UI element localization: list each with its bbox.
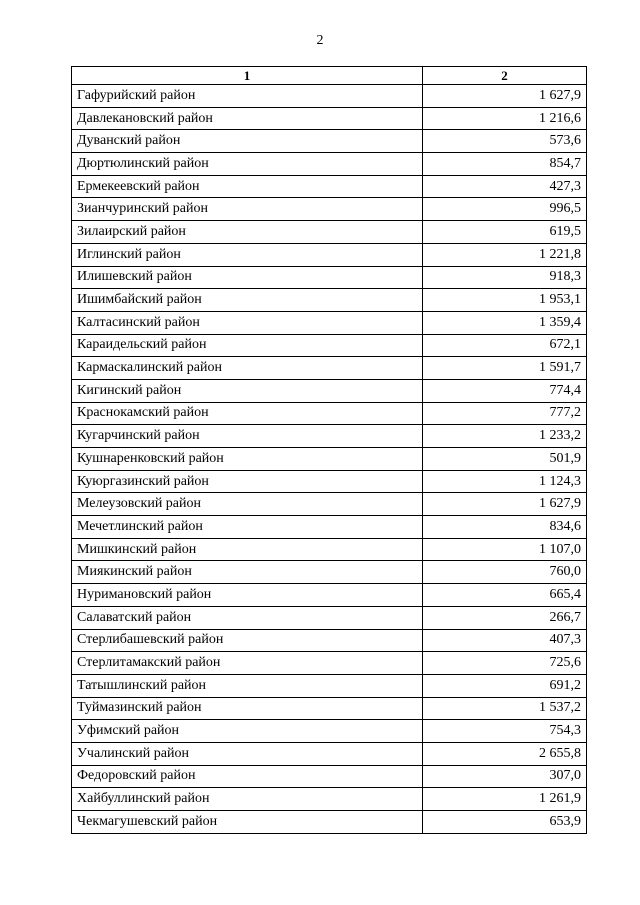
- district-name-cell: Ермекеевский район: [72, 175, 423, 198]
- table-row: [72, 153, 587, 176]
- column-header-1: 1: [72, 67, 423, 85]
- district-name-cell: Мелеузовский район: [72, 493, 423, 516]
- district-name-cell: Уфимский район: [72, 720, 423, 743]
- district-name-cell: Краснокамский район: [72, 402, 423, 425]
- table-row: [72, 561, 587, 584]
- table-row: [72, 788, 587, 811]
- table-row: [72, 198, 587, 221]
- district-name-cell: Куюргазинский район: [72, 470, 423, 493]
- table-row: [72, 175, 587, 198]
- district-value-cell: 754,3: [423, 720, 587, 743]
- district-value-cell: 573,6: [423, 130, 587, 153]
- table-row: [72, 334, 587, 357]
- district-value-cell: 665,4: [423, 584, 587, 607]
- district-value-cell: 1 261,9: [423, 788, 587, 811]
- district-name-cell: Хайбуллинский район: [72, 788, 423, 811]
- district-value-cell: 672,1: [423, 334, 587, 357]
- table-row: [72, 107, 587, 130]
- table-row: [72, 130, 587, 153]
- district-value-cell: 407,3: [423, 629, 587, 652]
- district-value-cell: 427,3: [423, 175, 587, 198]
- district-value-cell: 777,2: [423, 402, 587, 425]
- district-name-cell: Зианчуринский район: [72, 198, 423, 221]
- district-value-cell: 307,0: [423, 765, 587, 788]
- district-name-cell: Дюртюлинский район: [72, 153, 423, 176]
- district-name-cell: Стерлитамакский район: [72, 652, 423, 675]
- table-row: [72, 538, 587, 561]
- district-value-cell: 501,9: [423, 448, 587, 471]
- table-row: [72, 720, 587, 743]
- district-value-cell: 1 591,7: [423, 357, 587, 380]
- district-name-cell: Кугарчинский район: [72, 425, 423, 448]
- district-value-cell: 1 233,2: [423, 425, 587, 448]
- table-row: [72, 652, 587, 675]
- table-row: [72, 674, 587, 697]
- district-name-cell: Татышлинский район: [72, 674, 423, 697]
- district-value-cell: 1 537,2: [423, 697, 587, 720]
- district-name-cell: Калтасинский район: [72, 311, 423, 334]
- table-row: [72, 221, 587, 244]
- district-name-cell: Стерлибашевский район: [72, 629, 423, 652]
- district-name-cell: Мишкинский район: [72, 538, 423, 561]
- district-name-cell: Иглинский район: [72, 243, 423, 266]
- table-row: [72, 425, 587, 448]
- district-name-cell: Федоровский район: [72, 765, 423, 788]
- district-value-cell: 834,6: [423, 516, 587, 539]
- table-row: [72, 243, 587, 266]
- table-row: [72, 584, 587, 607]
- table-row: [72, 470, 587, 493]
- district-value-cell: 854,7: [423, 153, 587, 176]
- table-body: [72, 85, 587, 834]
- table-row: [72, 311, 587, 334]
- table-row: [72, 266, 587, 289]
- district-value-cell: 2 655,8: [423, 742, 587, 765]
- district-name-cell: Чекмагушевский район: [72, 811, 423, 834]
- district-name-cell: Кигинский район: [72, 379, 423, 402]
- district-name-cell: Ишимбайский район: [72, 289, 423, 312]
- table-row: [72, 85, 587, 108]
- district-name-cell: Дуванский район: [72, 130, 423, 153]
- table-row: [72, 357, 587, 380]
- district-value-cell: 653,9: [423, 811, 587, 834]
- table-row: [72, 402, 587, 425]
- district-value-cell: 1 359,4: [423, 311, 587, 334]
- district-name-cell: Кушнаренковский район: [72, 448, 423, 471]
- district-value-cell: 1 124,3: [423, 470, 587, 493]
- header-row: [72, 67, 587, 85]
- district-value-cell: 1 953,1: [423, 289, 587, 312]
- district-value-cell: 725,6: [423, 652, 587, 675]
- district-name-cell: Мечетлинский район: [72, 516, 423, 539]
- table-row: [72, 765, 587, 788]
- page-number: 2: [316, 33, 324, 48]
- district-name-cell: Караидельский район: [72, 334, 423, 357]
- district-value-cell: 691,2: [423, 674, 587, 697]
- district-value-cell: 1 107,0: [423, 538, 587, 561]
- district-name-cell: Салаватский район: [72, 606, 423, 629]
- table-row: [72, 811, 587, 834]
- district-name-cell: Учалинский район: [72, 742, 423, 765]
- district-name-cell: Илишевский район: [72, 266, 423, 289]
- district-table: [71, 66, 587, 834]
- district-value-cell: 1 627,9: [423, 493, 587, 516]
- district-value-cell: 760,0: [423, 561, 587, 584]
- table-row: [72, 697, 587, 720]
- table-row: [72, 629, 587, 652]
- district-name-cell: Давлекановский район: [72, 107, 423, 130]
- district-value-cell: 1 221,8: [423, 243, 587, 266]
- table-row: [72, 289, 587, 312]
- column-header-2: 2: [423, 67, 587, 85]
- district-value-cell: 619,5: [423, 221, 587, 244]
- district-name-cell: Гафурийский район: [72, 85, 423, 108]
- table-header: [72, 67, 587, 85]
- district-value-cell: 1 627,9: [423, 85, 587, 108]
- district-name-cell: Нуримановский район: [72, 584, 423, 607]
- district-value-cell: 1 216,6: [423, 107, 587, 130]
- district-value-cell: 774,4: [423, 379, 587, 402]
- district-name-cell: Миякинский район: [72, 561, 423, 584]
- table-row: [72, 742, 587, 765]
- table-row: [72, 516, 587, 539]
- table-row: [72, 448, 587, 471]
- district-value-cell: 996,5: [423, 198, 587, 221]
- district-name-cell: Зилаирский район: [72, 221, 423, 244]
- district-name-cell: Туймазинский район: [72, 697, 423, 720]
- district-value-cell: 266,7: [423, 606, 587, 629]
- district-name-cell: Кармаскалинский район: [72, 357, 423, 380]
- table-row: [72, 493, 587, 516]
- district-value-cell: 918,3: [423, 266, 587, 289]
- table-row: [72, 379, 587, 402]
- table-row: [72, 606, 587, 629]
